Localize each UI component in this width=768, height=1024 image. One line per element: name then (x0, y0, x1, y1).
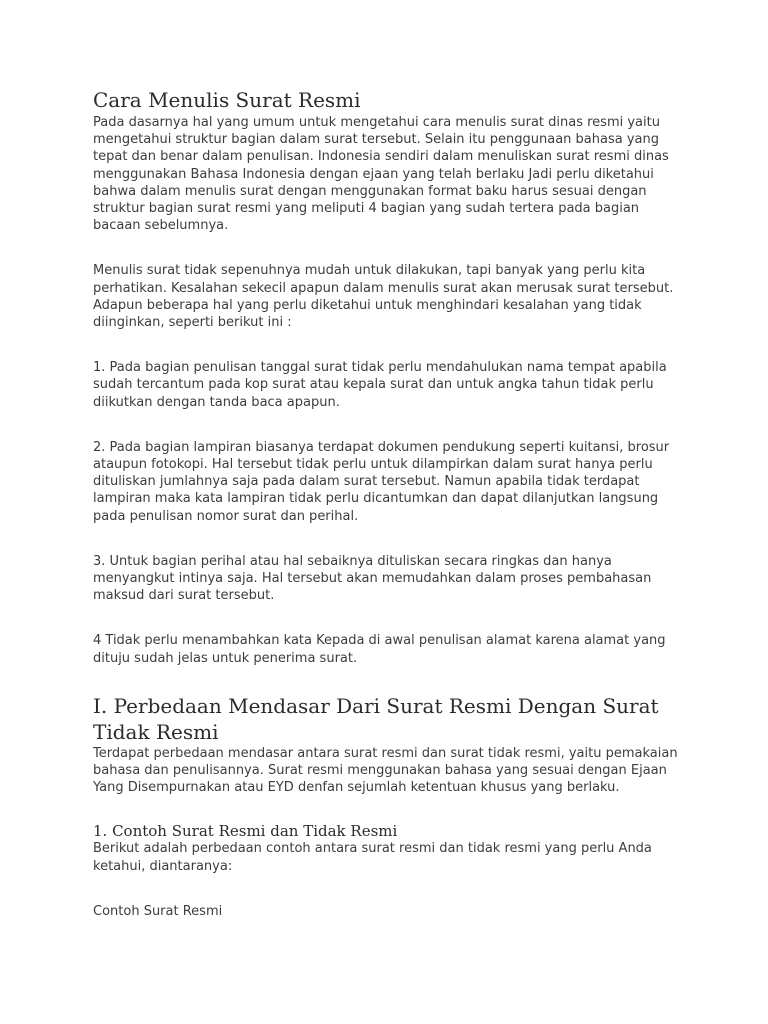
document-title: Cara Menulis Surat Resmi (93, 88, 361, 112)
subsection-heading-contoh: 1. Contoh Surat Resmi dan Tidak Resmi (93, 822, 398, 841)
list-item-point-2: 2. Pada bagian lampiran biasanya terdapat dokumen pendukung seperti kuitansi, brosur ataupun fotokopi. Hal tersebut tidak perlu untuk dilampirkan dalam surat hanya perlu dituliskan jumlahnya saja pada dalam surat tersebut. Namun apabila tidak terdapat lampiran maka kata lampiran tidak perlu dicantumkan dan dapat dilanjutkan langsung pada penulisan nomor surat dan perihal. (93, 439, 670, 524)
example-label: Contoh Surat Resmi (93, 903, 223, 919)
list-item-point-1: 1. Pada bagian penulisan tanggal surat tidak perlu mendahulukan nama tempat apabila sudah tercantum pada kop surat atau kepala surat dan untuk angka tahun tidak perlu diikutkan dengan tanda baca apapun. (93, 360, 667, 410)
paragraph-tips-intro: Menulis surat tidak sepenuhnya mudah untuk dilakukan, tapi banyak yang perlu kita perhatikan. Kesalahan sekecil apapun dalam menulis surat akan merusak surat tersebut. Adapun beberapa hal yang perlu diketahui untuk menghindari kesalahan yang tidak diinginkan, seperti berikut ini : (93, 263, 674, 331)
section-heading-perbedaan: I. Perbedaan Mendasar Dari Surat Resmi Dengan Surat Tidak Resmi (93, 693, 659, 744)
list-item-point-3: 3. Untuk bagian perihal atau hal sebaiknya dituliskan secara ringkas dan hanya menyangkut intinya saja. Hal tersebut akan memudahkan dalam proses pembahasan maksud dari surat tersebut. (93, 553, 652, 604)
intro-paragraph: Pada dasarnya hal yang umum untuk mengetahui cara menulis surat dinas resmi yaitu mengetahui struktur bagian dalam surat tersebut. Selain itu penggunaan bahasa yang tepat dan benar dalam penulisan. Indonesia sendiri dalam menuliskan surat resmi dinas menggunakan Bahasa Indonesia dengan ejaan yang telah berlaku Jadi perlu diketahui bahwa dalam menulis surat dengan menggunakan format baku harus sesuai dengan struktur bagian surat resmi yang meliputi 4 bagian yang sudah tertera pada bagian bacaan sebelumnya. (93, 115, 669, 234)
list-item-point-4: 4 Tidak perlu menambahkan kata Kepada di awal penulisan alamat karena alamat yang dituju sudah jelas untuk penerima surat. (93, 633, 666, 666)
document-page (93, 86, 683, 920)
section-paragraph-perbedaan: Terdapat perbedaan mendasar antara surat resmi dan surat tidak resmi, yaitu pemakaian bahasa dan penulisannya. Surat resmi menggunakan bahasa yang sesuai dengan Ejaan Yang Disempurnakan atau EYD denfan sejumlah ketentuan khusus yang berlaku. (93, 745, 678, 796)
subsection-paragraph-contoh: Berikut adalah perbedaan contoh antara surat resmi dan tidak resmi yang perlu Anda ketahui, diantaranya: (93, 841, 652, 874)
